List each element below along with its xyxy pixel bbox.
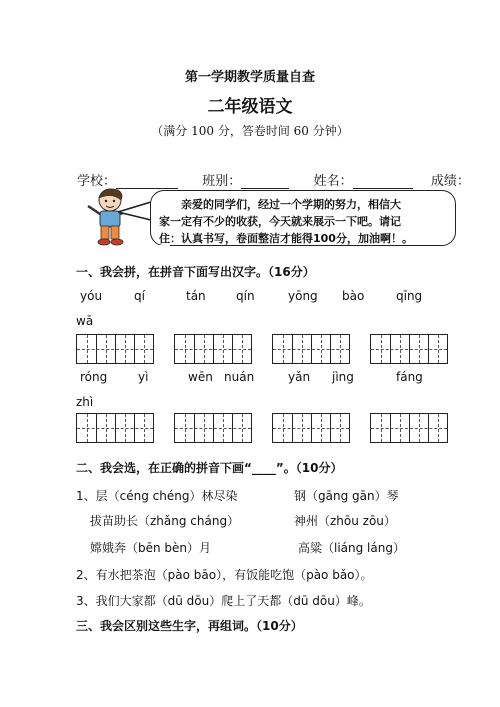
class-label: 班别： [202,174,242,189]
pinyin-item: qīng [396,289,423,303]
bubble-line3: 住：认真书写，卷面整洁才能得100分，加油啊！。 [159,232,413,245]
question-line: 神州（zhōu zōu） [294,514,396,528]
question-line: 3、我们大家都（dū dōu）爬上了天都（dū dōu）峰。 [76,594,371,608]
pinyin-item: jìng [332,370,354,384]
pinyin-item: nuán [224,370,255,384]
name-blank[interactable] [353,175,413,189]
school-label: 学校： [77,174,117,189]
pinyin-item: wā [76,314,94,328]
writing-grid[interactable] [272,413,350,443]
question-line: 拔苗助长（zhǎng cháng） [90,514,240,528]
pinyin-item: yǎn [288,370,311,384]
writing-grid[interactable] [272,334,350,364]
writing-grid[interactable] [370,334,448,364]
speech-bubble [150,190,456,246]
pinyin-item: yóu [80,289,103,303]
speech-bubble-tail-icon [118,200,154,224]
pinyin-item: róng [80,370,108,384]
pinyin-item: tán [186,289,206,303]
question-line: 嫦娥奔（bēn bèn）月 [90,541,212,555]
pinyin-item: zhì [76,395,94,409]
header-line1: 第一学期教学质量自查 [184,70,315,85]
pinyin-item: qí [134,289,145,303]
pinyin-item: yōng [288,289,318,303]
pinyin-item: wēn [188,370,213,384]
question-line: 高粱（liáng láng） [298,541,405,555]
writing-grid[interactable] [370,413,448,443]
page-title: 二年级语文 [207,97,293,117]
bubble-line2: 家一定有不少的收获，今天就来展示一下吧。请记 [159,215,401,228]
class-blank[interactable] [241,175,289,189]
name-label: 姓名： [313,174,353,189]
exam-info: （满分 100 分，答卷时间 60 分钟） [151,124,349,138]
writing-grid[interactable] [174,413,252,443]
writing-grid[interactable] [76,334,154,364]
question-line: 钢（gāng gān）琴 [294,489,399,503]
pinyin-item: yì [138,370,149,384]
writing-grid[interactable] [174,334,252,364]
question-line: 2、有水把茶泡（pào bāo），有饭能吃饱（pào bǎo）。 [76,568,373,582]
pinyin-item: bào [342,289,365,303]
section3-title: 三、我会区别这些生字，再组词。（10分） [76,619,303,633]
pinyin-item: fáng [396,370,423,384]
score-label: 成绩： [430,174,470,189]
bubble-line1: 亲爱的同学们，经过一个学期的努力，相信大 [181,198,401,211]
pinyin-item: qín [236,289,255,303]
writing-grid[interactable] [76,413,154,443]
section1-title: 一、我会拼，在拼音下面写出汉字。（16分） [76,265,315,279]
section2-title: 二、我会选，在正确的拼音下画“____”。（10分） [76,461,343,475]
question-line: 1、层（céng chéng）林尽染 [76,489,238,503]
